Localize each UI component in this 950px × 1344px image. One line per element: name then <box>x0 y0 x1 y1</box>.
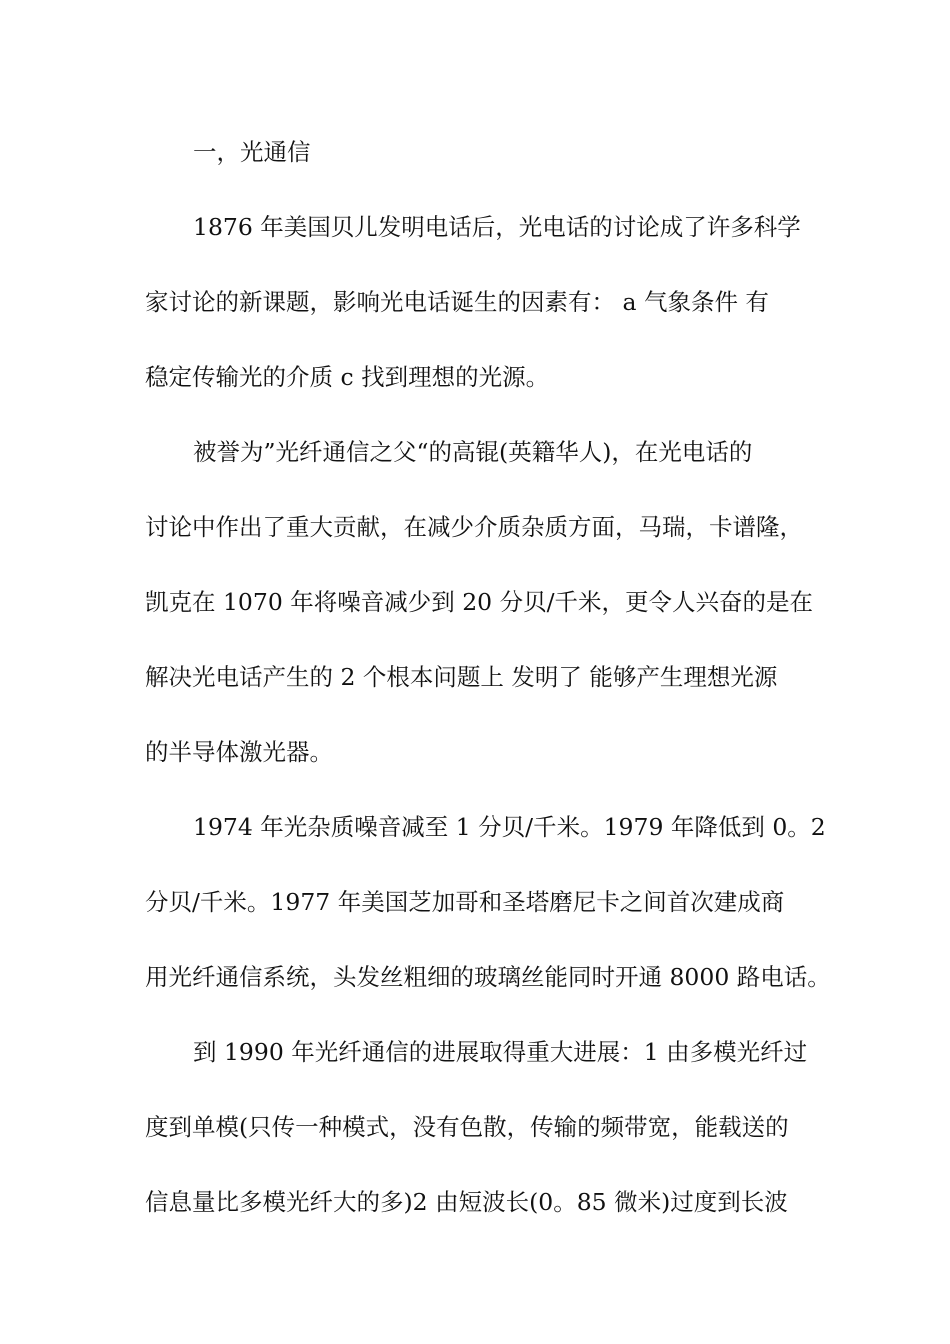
paragraph-line: 度到单模(只传一种模式，没有色散，传输的频带宽，能载送的 <box>145 1113 789 1141</box>
section-heading: 一，光通信 <box>193 138 311 166</box>
paragraph-line: 解决光电话产生的 2 个根本问题上 发明了 能够产生理想光源 <box>145 663 778 691</box>
paragraph-line: 凯克在 1070 年将噪音减少到 20 分贝/千米，更令人兴奋的是在 <box>145 588 814 616</box>
document-body <box>145 128 831 1253</box>
paragraph-line: 被誉为”光纤通信之父“的高锟(英籍华人)，在光电话的 <box>193 438 753 466</box>
paragraph-line: 家讨论的新课题，影响光电话诞生的因素有： a 气象条件 有 <box>145 288 769 316</box>
paragraph-line: 讨论中作出了重大贡献，在减少介质杂质方面，马瑞，卡谱隆， <box>145 513 803 541</box>
paragraph-line: 分贝/千米。1977 年美国芝加哥和圣塔磨尼卡之间首次建成商 <box>145 888 785 916</box>
paragraph-line: 1974 年光杂质噪音减至 1 分贝/千米。1979 年降低到 0。2 <box>193 813 826 841</box>
paragraph-line: 的半导体激光器。 <box>145 738 333 766</box>
paragraph-line: 到 1990 年光纤通信的进展取得重大进展：1 由多模光纤过 <box>193 1038 808 1066</box>
paragraph-line: 用光纤通信系统，头发丝粗细的玻璃丝能同时开通 8000 路电话。 <box>145 963 831 991</box>
paragraph-line: 信息量比多模光纤大的多)2 由短波长(0。85 微米)过度到长波 <box>145 1188 788 1216</box>
paragraph-line: 1876 年美国贝儿发明电话后，光电话的讨论成了许多科学 <box>193 213 801 241</box>
paragraph-line: 稳定传输光的介质 c 找到理想的光源。 <box>145 363 550 391</box>
